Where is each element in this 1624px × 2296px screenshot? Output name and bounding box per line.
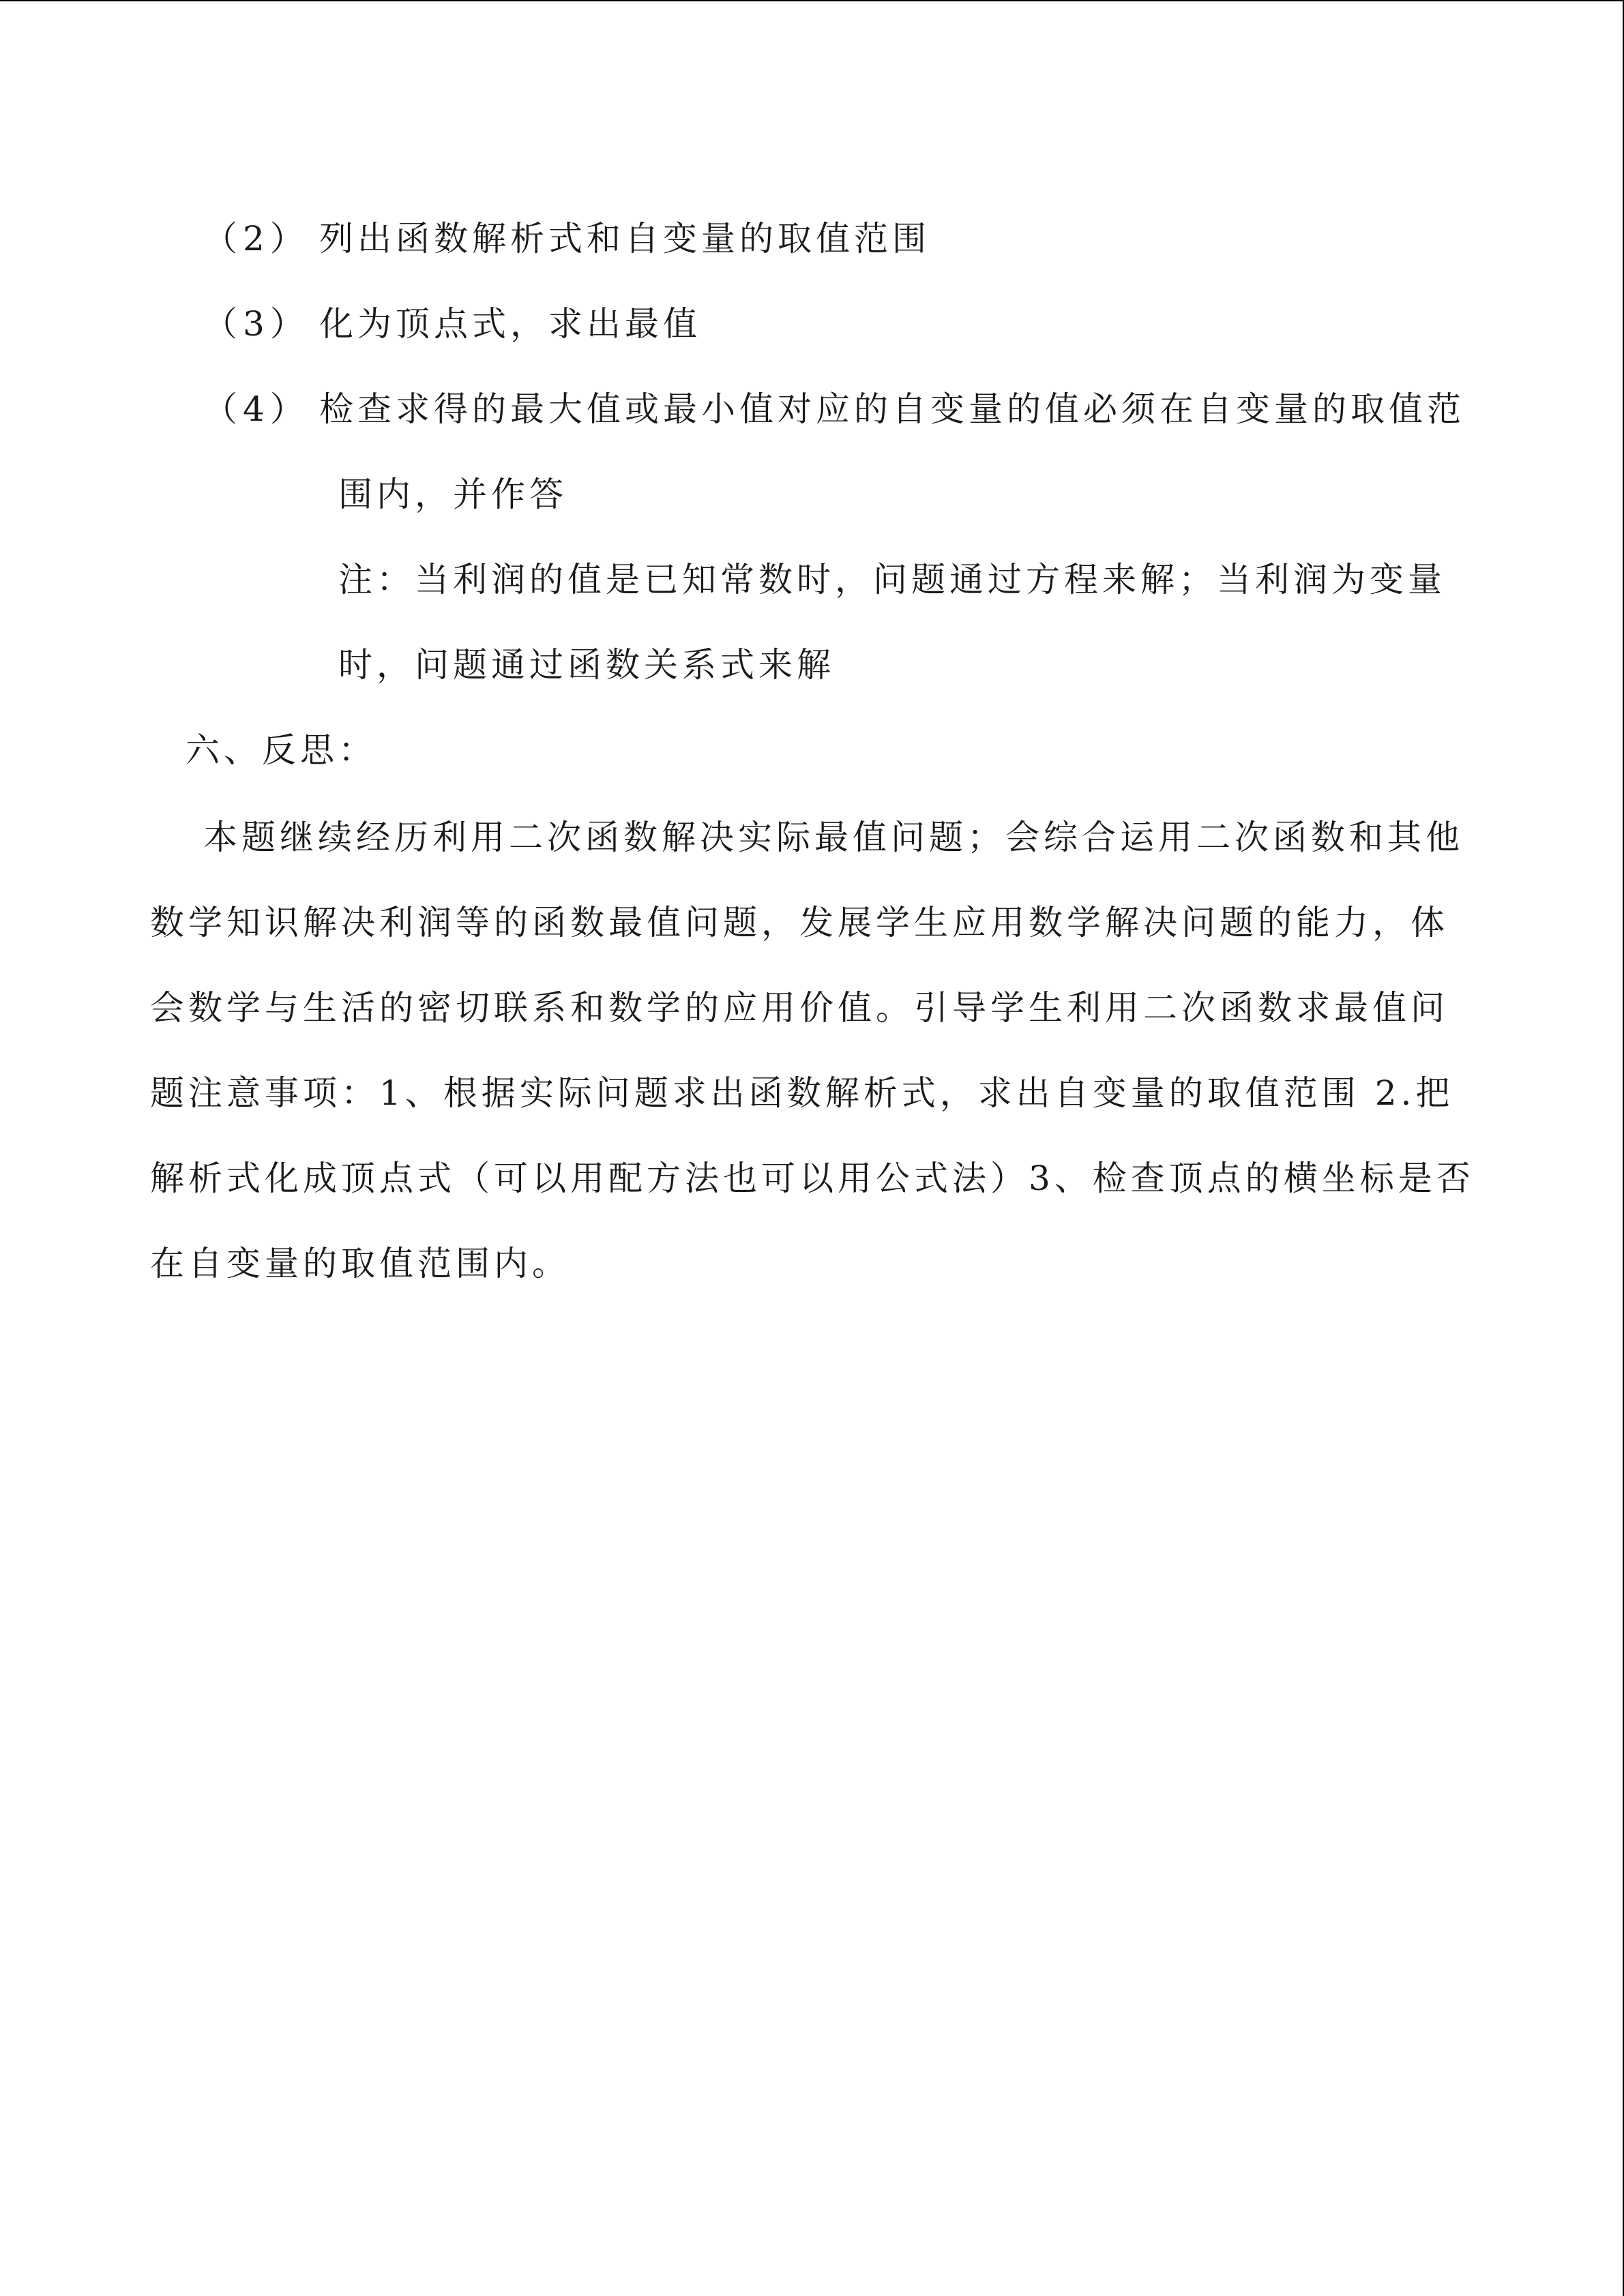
step-3 [0,303,1624,344]
reflection-line-5: 解析式化成顶点式（可以用配方法也可以用公式法）3、检查顶点的横坐标是否 [150,1159,1475,1198]
note-line-2: 时，问题通过函数关系式来解 [338,645,835,685]
reflection-line-1: 本题继续经历利用二次函数解决实际最值问题；会综合运用二次函数和其他 [203,818,1464,857]
step-2-number: （2） [203,219,310,258]
step-2 [0,218,1624,259]
step-4-continuation: 围内，并作答 [338,475,567,514]
step-4-number: （4） [203,389,310,429]
reflection-line-3: 会数学与生活的密切联系和数学的应用价值。引导学生利用二次函数求最值问 [150,988,1449,1028]
step-4-text: 检查求得的最大值或最小值对应的自变量的值必须在自变量的取值范 [319,389,1465,429]
note-line-1: 注：当利润的值是已知常数时，问题通过方程来解；当利润为变量 [338,560,1446,599]
reflection-line-6: 在自变量的取值范围内。 [150,1244,570,1283]
section-heading-reflection: 六、反思： [186,730,377,770]
reflection-line-2: 数学知识解决利润等的函数最值问题，发展学生应用数学解决问题的能力，体 [150,903,1449,942]
step-3-number: （3） [203,304,310,344]
step-4 [0,389,1624,430]
reflection-line-4: 题注意事项：1、根据实际问题求出函数解析式，求出自变量的取值范围 2.把 [150,1073,1454,1113]
step-3-text: 化为顶点式，求出最值 [319,304,701,344]
step-2-text: 列出函数解析式和自变量的取值范围 [319,219,930,258]
